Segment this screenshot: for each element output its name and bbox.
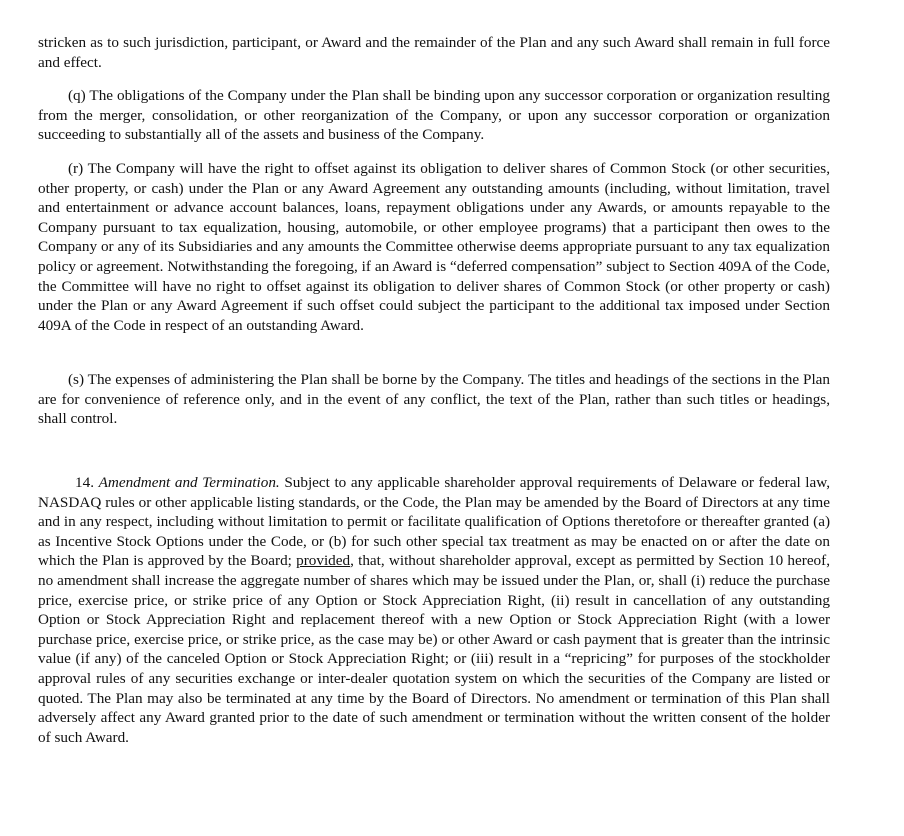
paragraph-q: (q) The obligations of the Company under the Plan shall be binding upon any successor corporation or organization resulting from the merger, consolidation, or other reorganization of the Company, or upon any successor corporation or organization succeeding to substantially all of the assets and business of the Company.	[38, 87, 830, 144]
section-text-part-a: Subject to any applicable shareholder approval requirements of Delaware or federal law, NASDAQ rules or other applicable listing standards, or the Code, the Plan may be amended by the Board of Directors at any time and in any respect, including without limitation to permit or facilitate qualification of Options theretofore or thereafter granted (a) as Incentive Stock Options under the Code, or (b) for such other special tax treatment as may be enacted on or after the date on which the Plan is approved by the Board;	[38, 474, 831, 570]
section-text-part-b: , that, without shareholder approval, except as permitted by Section 10 hereof, no amendment shall increase the aggregate number of shares which may be issued under the Plan, or, shall (i) reduce the purchase price, exercise price, or strike price of any Option or Stock Appreciation Right, (ii) result in cancellation of any outstanding Option or Stock Appreciation Right and replacement thereof with a new Option or Stock Appreciation Right (with a lower purchase price, exercise price, or strike price, as the case may be) or other Award or cash payment that is greater than the intrinsic value (if any) of the canceled Option or Stock Appreciation Right; or (iii) result in a “repricing” for purposes of the stockholder approval rules of any securities exchange or inter-dealer quotation system on which the securities of the Company are listed or quoted. The Plan may also be terminated at any time by the Board of Directors. No amendment or termination of this Plan shall adversely affect any Award granted prior to the date of such amendment or termination without the written consent of the holder of such Award.	[38, 552, 831, 746]
paragraph-r: (r) The Company will have the right to offset against its obligation to deliver shares of Common Stock (or other securities, other property, or cash) under the Plan or any Award Agreement any outstanding amounts (including, without limitation, travel and entertainment or advance account balances, loans, repayment obligations under any Awards, or amounts repayable to the Company pursuant to tax equalization, housing, automobile, or other employee programs) that a participant then owes to the Company or any of its Subsidiaries and any amounts the Committee otherwise deems appropriate pursuant to any tax equalization policy or agreement. Notwithstanding the foregoing, if an Award is “deferred compensation” subject to Section 409A of the Code, the Committee will have no right to offset against its obligation to deliver shares of Common Stock (or other property or cash) under the Plan or any Award Agreement if such offset could subject the participant to the additional tax imposed under Section 409A of the Code in respect of an outstanding Award.	[38, 160, 830, 334]
section-heading: Amendment and Termination.	[98, 474, 280, 491]
paragraph-continuation: stricken as to such jurisdiction, participant, or Award and the remainder of the Plan and any such Award shall remain in full force and effect.	[38, 34, 830, 71]
provided-term: provided	[296, 552, 351, 570]
paragraph-s: (s) The expenses of administering the Plan shall be borne by the Company. The titles and headings of the sections in the Plan are for convenience of reference only, and in the event of any conflict, the text of the Plan, rather than such titles or headings, shall control.	[38, 371, 830, 428]
section-number: 14.	[75, 474, 94, 491]
section-14-paragraph	[38, 473, 830, 747]
